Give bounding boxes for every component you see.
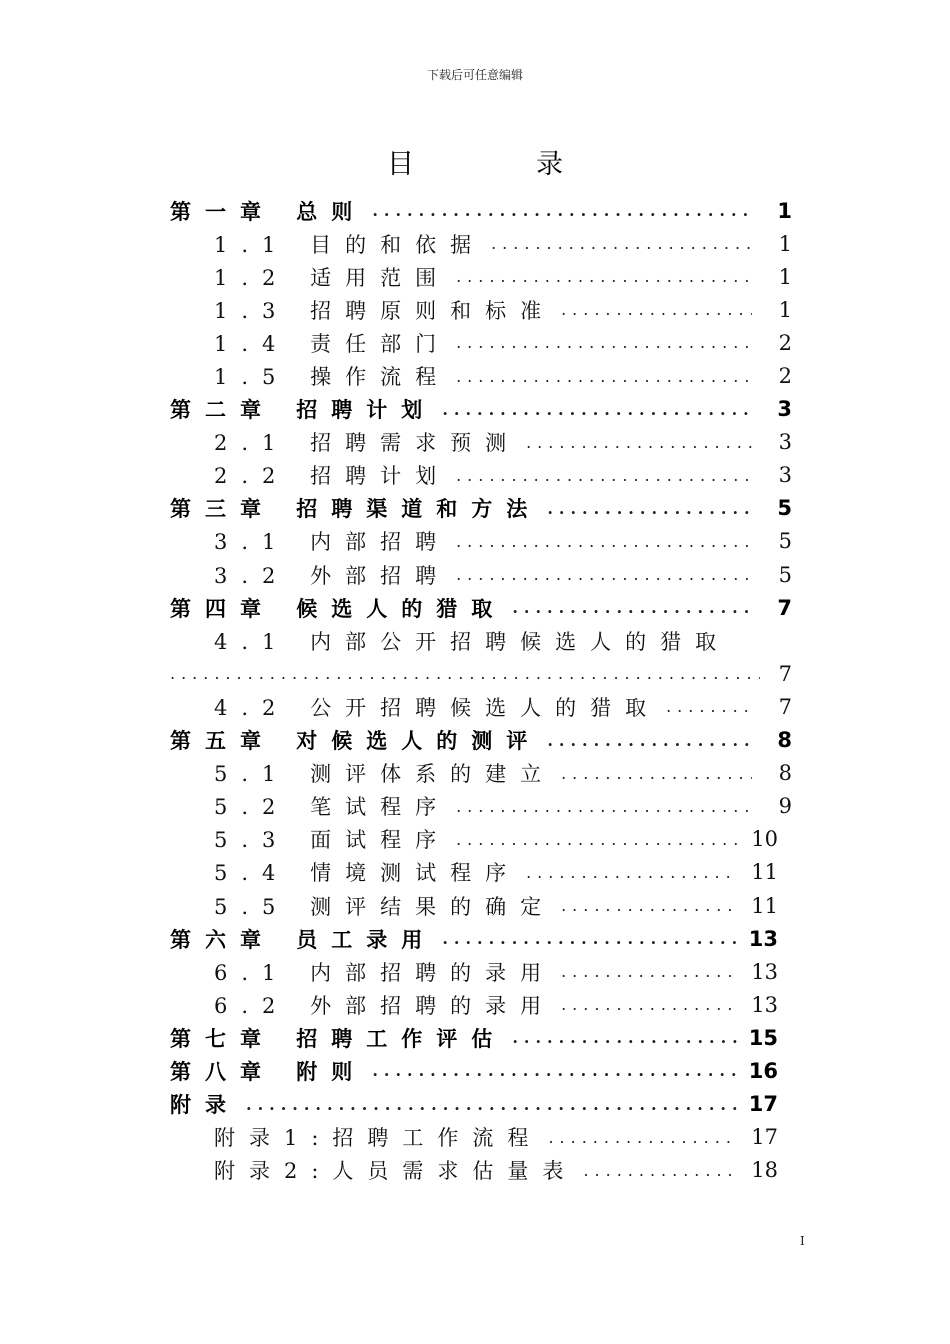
- toc-entry-page: 9: [778, 794, 792, 819]
- toc-entry[interactable]: [170, 1154, 792, 1187]
- toc-entry-label: 6.1 内部招聘的录用: [214, 960, 556, 985]
- leader-dots: [526, 433, 752, 452]
- toc-entry-label: 附录1:招聘工作流程: [214, 1126, 543, 1151]
- toc-entry-wrapped[interactable]: [170, 624, 792, 657]
- toc-entry[interactable]: [170, 591, 792, 624]
- toc-entry-label: 2.1 招聘需求预测: [214, 431, 521, 456]
- toc-entry[interactable]: [170, 823, 792, 856]
- toc-entry-page: 8: [778, 761, 792, 786]
- toc-entry[interactable]: [170, 227, 792, 260]
- leader-dots: [442, 400, 752, 419]
- leader-dots: [547, 499, 752, 518]
- toc-entry[interactable]: [170, 492, 792, 525]
- leader-dots: [442, 929, 738, 948]
- leader-dots: [456, 267, 752, 286]
- toc-entry[interactable]: [170, 1054, 792, 1087]
- leader-dots: [372, 1061, 738, 1080]
- toc-entry-label: 5.2 笔试程序: [214, 795, 451, 820]
- toc-entry[interactable]: [170, 459, 792, 492]
- toc-entry[interactable]: [170, 1088, 792, 1121]
- toc-entry-label: 3.2 外部招聘: [214, 563, 451, 588]
- toc-entry-label: 5.4 情境测试程序: [214, 861, 521, 886]
- leader-dots: [456, 333, 752, 352]
- toc-entry[interactable]: [170, 525, 792, 558]
- toc-entry-page: 10: [751, 827, 778, 852]
- leader-dots: [512, 1028, 738, 1047]
- leader-dots: [512, 598, 752, 617]
- toc-entry[interactable]: [170, 724, 792, 757]
- toc-entry-page: 11: [751, 860, 778, 885]
- toc-entry-page: 13: [751, 992, 778, 1017]
- toc-entry-label: 1.1 目的和依据: [214, 232, 486, 257]
- leader-dots: [372, 201, 752, 220]
- toc-entry-label: 第七章 招聘工作评估: [170, 1026, 507, 1051]
- toc-entry-label: 5.3 面试程序: [214, 828, 451, 853]
- toc-entry[interactable]: [170, 426, 792, 459]
- toc-entry-label: 第一章 总则: [170, 199, 367, 224]
- toc-entry[interactable]: [170, 1121, 792, 1154]
- toc-entry-page: 5: [777, 496, 792, 521]
- toc-entry-page: 5: [778, 529, 792, 554]
- toc-entry-page: 1: [778, 231, 792, 256]
- toc-entry[interactable]: [170, 293, 792, 326]
- toc-entry-label: 第五章 对候选人的测评: [170, 729, 542, 754]
- toc-title: 目录: [387, 149, 685, 180]
- leader-dots: [547, 731, 752, 750]
- toc-entry[interactable]: [170, 393, 792, 426]
- leader-dots: [246, 1095, 738, 1114]
- toc-entry[interactable]: [170, 1021, 792, 1054]
- toc-entry-page: 7: [777, 595, 792, 620]
- toc-entry-label: 附录: [170, 1093, 240, 1118]
- leader-dots: [170, 664, 760, 683]
- leader-dots: [491, 234, 752, 253]
- toc-entry-label: 第三章 招聘渠道和方法: [170, 497, 542, 522]
- toc-entry-page: 8: [777, 728, 792, 753]
- leader-dots: [561, 995, 738, 1014]
- toc-entry-page: 15: [748, 1025, 778, 1050]
- leader-dots: [561, 962, 738, 981]
- toc-entry-label: 1.4 责任部门: [214, 331, 451, 356]
- toc-entry[interactable]: [170, 757, 792, 790]
- toc-entry-label: 5.5 测评结果的确定: [214, 894, 556, 919]
- toc-entry-label: 5.1 测评体系的建立: [214, 762, 556, 787]
- toc-entry-label: 4.2 公开招聘候选人的猎取: [214, 695, 661, 720]
- leader-dots: [456, 532, 752, 551]
- toc-entry-label: 4.1 内部公开招聘候选人的猎取: [214, 629, 731, 654]
- toc-entry[interactable]: [170, 988, 792, 1021]
- toc-entry-page: 3: [778, 430, 792, 455]
- toc-entry[interactable]: [170, 194, 792, 227]
- table-of-contents: [170, 194, 792, 1187]
- toc-entry-page: 3: [777, 397, 792, 422]
- toc-entry[interactable]: [170, 359, 792, 392]
- leader-dots: [456, 797, 752, 816]
- toc-entry-label: 附录2:人员需求估量表: [214, 1159, 578, 1184]
- leader-dots: [561, 896, 738, 915]
- toc-entry-page: 1: [778, 297, 792, 322]
- toc-entry-page: 5: [778, 562, 792, 587]
- toc-entry-page: 18: [751, 1158, 778, 1183]
- toc-entry-page: 16: [748, 1058, 778, 1083]
- toc-entry[interactable]: [170, 260, 792, 293]
- toc-entry-label: 第二章 招聘计划: [170, 398, 437, 423]
- toc-entry[interactable]: [170, 922, 792, 955]
- toc-entry-page: 7: [778, 694, 792, 719]
- leader-dots: [456, 565, 752, 584]
- toc-entry-page: 1: [778, 264, 792, 289]
- toc-entry[interactable]: [170, 690, 792, 723]
- leader-dots: [456, 367, 752, 386]
- leader-dots: [583, 1161, 738, 1180]
- toc-entry[interactable]: [170, 856, 792, 889]
- toc-entry-label: 第八章 附则: [170, 1059, 367, 1084]
- toc-entry-label: 3.1 内部招聘: [214, 530, 451, 555]
- toc-entry-page: 11: [751, 893, 778, 918]
- toc-entry-label: 1.2 适用范围: [214, 265, 451, 290]
- toc-entry-label: 第六章 员工录用: [170, 927, 437, 952]
- toc-entry[interactable]: [170, 790, 792, 823]
- toc-entry[interactable]: [170, 558, 792, 591]
- toc-entry-label: 6.2 外部招聘的录用: [214, 993, 556, 1018]
- header-note: 下载后可任意编辑: [426, 68, 523, 82]
- toc-entry-page: 2: [778, 330, 792, 355]
- leader-dots: [561, 764, 752, 783]
- toc-entry-label: 第四章 候选人的猎取: [170, 596, 507, 621]
- toc-entry[interactable]: [170, 889, 792, 922]
- toc-entry-label: 2.2 招聘计划: [214, 464, 451, 489]
- toc-entry-page: 17: [748, 1092, 778, 1117]
- toc-entry[interactable]: [170, 326, 792, 359]
- toc-entry-page: 3: [778, 463, 792, 488]
- page-number: I: [800, 1234, 805, 1248]
- leader-dots: [561, 300, 752, 319]
- leader-dots: [548, 1128, 738, 1147]
- toc-entry-page: 13: [751, 959, 778, 984]
- toc-entry-label: 1.3 招聘原则和标准: [214, 298, 556, 323]
- toc-entry-page: 13: [748, 926, 778, 951]
- leader-dots: [666, 697, 752, 716]
- toc-entry-page: 7: [778, 661, 792, 686]
- leader-dots: [526, 863, 738, 882]
- toc-entry-page: 2: [778, 364, 792, 389]
- toc-entry-page: 17: [751, 1125, 778, 1150]
- toc-entry-label: 1.5 操作流程: [214, 365, 451, 390]
- leader-dots: [456, 466, 752, 485]
- leader-dots: [456, 830, 738, 849]
- toc-entry-continuation: [170, 657, 792, 690]
- toc-entry-page: 1: [777, 198, 792, 223]
- toc-entry[interactable]: [170, 955, 792, 988]
